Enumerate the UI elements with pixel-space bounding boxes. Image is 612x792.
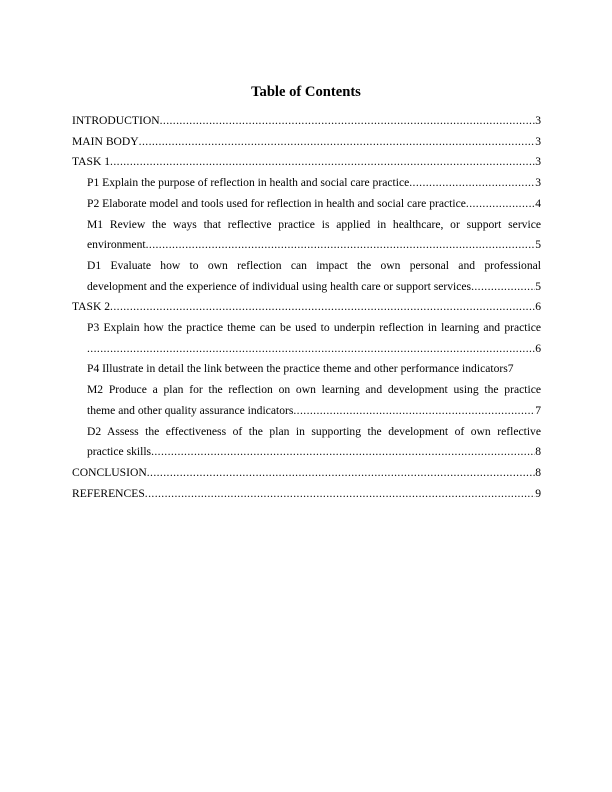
toc-entry-p1[interactable]	[72, 173, 541, 194]
toc-entry-page: 6	[535, 300, 541, 314]
dot-leader	[293, 401, 535, 422]
toc-entry-page: 6	[535, 341, 541, 355]
dot-leader	[110, 297, 535, 318]
toc-entry-label: TASK 2	[72, 300, 111, 314]
toc-entry-label-line2: development and the experience of individual using health care or support services	[87, 279, 472, 293]
dot-leader	[466, 194, 535, 215]
toc-entry-label: P1 Explain the purpose of reflection in health and social care practice	[87, 176, 410, 190]
toc-entry-page: 9	[535, 486, 541, 500]
toc-entry-label: CONCLUSION	[72, 465, 147, 479]
toc-entry-main-body[interactable]	[72, 132, 541, 153]
toc-entry-d2[interactable]	[72, 422, 541, 463]
dot-leader	[151, 442, 535, 463]
dot-leader	[139, 132, 536, 153]
dot-leader	[145, 484, 535, 505]
toc-entry-page: 3	[535, 114, 541, 127]
toc-entry-introduction[interactable]	[72, 111, 541, 132]
toc-entry-label-line2: practice skills	[87, 445, 152, 459]
toc-entry-page: 8	[535, 465, 541, 479]
toc-entry-page: 3	[535, 155, 541, 169]
table-of-contents	[72, 111, 541, 504]
toc-entry-conclusion[interactable]	[72, 463, 541, 484]
toc-entry-label-line2: theme and other quality assurance indicators	[87, 403, 294, 417]
toc-entry-task-1[interactable]	[72, 152, 541, 173]
toc-title: Table of Contents	[251, 84, 361, 100]
toc-entry-page: 5	[535, 279, 541, 293]
toc-entry-label-line1: M1 Review the ways that reflective practice is applied in healthcare, or support service	[87, 217, 541, 231]
toc-entry-m1[interactable]	[72, 215, 541, 256]
dot-leader	[110, 152, 535, 173]
toc-entry-page: 4	[535, 196, 541, 210]
toc-entry-label: REFERENCES	[72, 486, 145, 500]
toc-entry-page: 3	[535, 176, 541, 190]
toc-entry-label-line2: environment	[87, 238, 146, 252]
toc-entry-page: 8	[535, 445, 541, 459]
toc-entry-p4[interactable]	[72, 359, 541, 380]
toc-entry-page: 3	[535, 134, 541, 148]
toc-entry-label: P4 Illustrate in detail the link between the practice theme and other performance indicators	[87, 362, 508, 376]
toc-entry-label: TASK 1	[72, 155, 111, 169]
dot-leader	[147, 463, 535, 484]
toc-entry-label-line1: D1 Evaluate how to own reflection can impact the own personal and professional	[87, 258, 541, 272]
toc-entry-p2[interactable]	[72, 194, 541, 215]
dot-leader	[160, 111, 536, 132]
toc-entry-label: P2 Elaborate model and tools used for reflection in health and social care practice	[87, 196, 466, 210]
toc-entry-label: INTRODUCTION	[72, 114, 160, 127]
toc-entry-p3[interactable]	[72, 318, 541, 359]
dot-leader	[146, 235, 536, 256]
toc-entry-task-2[interactable]	[72, 297, 541, 318]
toc-entry-references[interactable]	[72, 484, 541, 505]
toc-entry-label: MAIN BODY	[72, 134, 139, 148]
toc-entry-page: 7	[535, 403, 541, 417]
toc-entry-m2[interactable]	[72, 380, 541, 421]
dot-leader	[87, 339, 535, 360]
dot-leader	[409, 173, 535, 194]
toc-entry-label-line1: M2 Produce a plan for the reflection on own learning and development using the practice	[87, 383, 541, 397]
toc-entry-d1[interactable]	[72, 256, 541, 297]
dot-leader	[471, 277, 535, 298]
toc-entry-label-line1: D2 Assess the effectiveness of the plan in supporting the development of own reflective	[87, 424, 541, 438]
toc-entry-page: 7	[507, 362, 514, 376]
toc-entry-label-line1: P3 Explain how the practice theme can be used to underpin reflection in learning and practice	[87, 321, 541, 335]
toc-entry-page: 5	[535, 238, 541, 252]
